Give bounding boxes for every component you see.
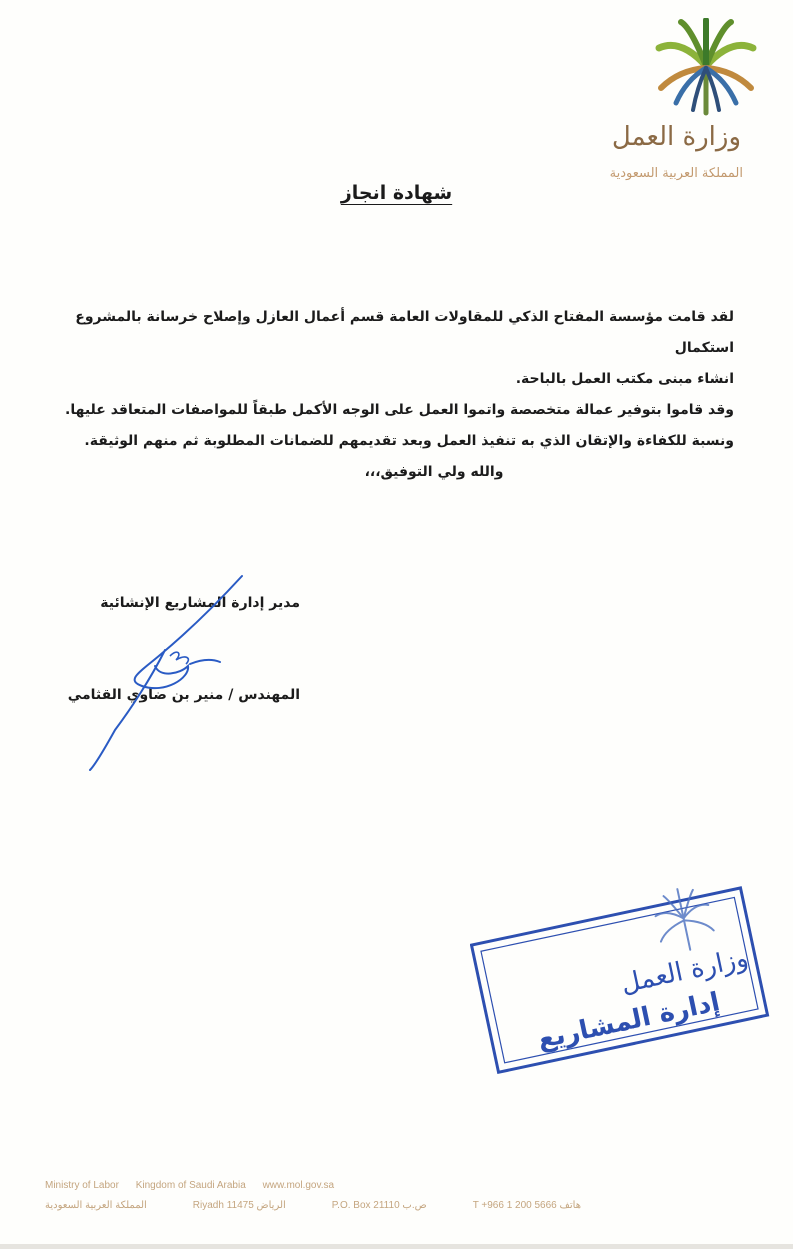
signatory-name: المهندس / منير بن ضاوي القثامي [67,687,300,703]
official-stamp [470,885,770,1075]
footer-city: Riyadh 11475 الرياض [192,1200,286,1211]
ministry-logo [571,18,771,181]
kingdom-name: المملكة العربية السعودية [609,166,743,181]
certificate-body [44,302,734,488]
palm-tree-icon [651,18,761,118]
footer-ministry: Ministry of Labor [45,1180,119,1191]
footer-kingdom-ar: المملكة العربية السعودية [45,1200,147,1211]
body-line: ونسبة للكفاءة والإتقان الذي به تنفيذ العمل وبعد تقديمهم للضمانات المطلوبة ثم منهم الوثيقة. [84,433,734,449]
stamp-ministry-text: وزارة العمل [618,943,751,1000]
body-line: وقد قاموا بتوفير عمالة متخصصة واتموا العمل على الوجه الأكمل طبقاً للمواصفات المتعاقد عليها. [65,402,734,418]
stamp-department-text: إدارة المشاريع [534,987,723,1056]
footer-contact-row [45,1200,595,1211]
ministry-name: وزارة العمل [611,122,741,152]
body-line: انشاء مبنى مكتب العمل بالباحة. [515,371,734,387]
page-bottom-edge [0,1244,793,1249]
footer-english-row [45,1180,348,1191]
body-line: لقد قامت مؤسسة المفتاح الذكي للمقاولات العامة قسم أعمال العازل وإصلاح خرسانة بالمشروع استكمال [75,309,734,356]
signatory-title: مدير إدارة المشاريع الإنشائية [100,595,300,611]
certificate-title: شهادة انجاز [340,182,453,204]
footer-pobox: P.O. Box 21110 ص.ب [331,1200,427,1211]
footer-kingdom: Kingdom of Saudi Arabia [135,1180,246,1191]
closing-line: والله ولي التوفيق،،، [364,464,504,480]
footer-phone: T +966 1 200 5666 هاتف [472,1200,581,1211]
handwritten-signature [70,570,260,780]
certificate-title-wrap [0,182,793,204]
footer-website[interactable]: www.mol.gov.sa [262,1180,335,1191]
